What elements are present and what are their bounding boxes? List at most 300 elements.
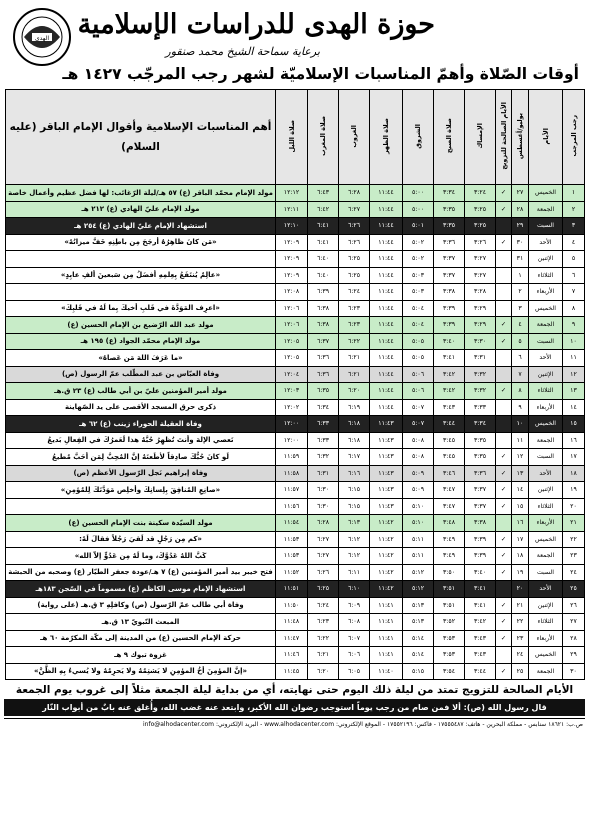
table-row xyxy=(6,383,585,400)
table-header-row xyxy=(6,90,585,185)
day-name: الأربعاء xyxy=(529,515,563,532)
layl-time: ١١:٥٢ xyxy=(276,564,308,581)
maghrib-time: ٦:٣٦ xyxy=(308,366,339,383)
shuruq-time: ٥:١٠ xyxy=(403,498,434,515)
layl-time: ١٢:١١ xyxy=(276,201,308,218)
dhuhr-time: ١١:٤٣ xyxy=(370,482,403,499)
greg-date: ٢١ xyxy=(512,597,529,614)
dhuhr-time: ١١:٤٤ xyxy=(370,333,403,350)
day-name: الجمعة xyxy=(529,663,563,680)
occasion-text: كَبَّ اللهُ عَدُوَّكَ، وما لَهُ مِن عَدُوٍّ إلاّ الله» xyxy=(6,548,276,565)
dhuhr-time: ١١:٤٣ xyxy=(370,416,403,433)
layl-time: ١٢:٠٠ xyxy=(276,416,308,433)
day-name: الجمعة xyxy=(529,201,563,218)
marriage-mark: ✓ xyxy=(496,201,512,218)
layl-time: ١٢:٠٦ xyxy=(276,317,308,334)
shuruq-time: ٥:٠٨ xyxy=(403,449,434,466)
marriage-note: الأيام الصالحة للتزويج تمتد من ليلة ذلك اليوم حتى نهايته، أي من بداية ليلة الجمعة مثلاً إلى غروب يوم الجمعة xyxy=(15,684,574,696)
rajab-date: ١٣ xyxy=(563,383,585,400)
maghrib-time: ٦:٢١ xyxy=(308,647,339,664)
imsak-time: ٣:٢٤ xyxy=(465,185,496,202)
imsak-time: ٣:٤٣ xyxy=(465,647,496,664)
occasion-text: وفاة إبراهيم نَجل الرّسول الأعظم (ص) xyxy=(6,465,276,482)
shuruq-time: ٥:٠٦ xyxy=(403,383,434,400)
table-row xyxy=(6,647,585,664)
fajr-time: ٣:٣٩ xyxy=(434,317,465,334)
dhuhr-time: ١١:٤٢ xyxy=(370,548,403,565)
rajab-date: ٢٣ xyxy=(563,548,585,565)
table-row xyxy=(6,663,585,680)
occasion-text: تَعصي الإلهَ وأنتَ تُظهِرُ حُبَّهُ هذا لَعَمرُكَ في الفِعالِ بَديعُ xyxy=(6,432,276,449)
rajab-date: ٢٥ xyxy=(563,581,585,598)
rajab-date: ٢٦ xyxy=(563,597,585,614)
occasion-text: استشهاد الإمام عليّ الهادي (ع) ٢٥٤ هـ xyxy=(6,218,276,235)
fajr-time: ٣:٥٢ xyxy=(434,614,465,631)
occasion-text: «كم مِن رَجُلٍ قد لَقيَ رَجُلاً فقالَ لَهُ: xyxy=(6,531,276,548)
day-name: الجمعة xyxy=(529,432,563,449)
shuruq-time: ٥:٠٠ xyxy=(403,201,434,218)
rajab-date: ٩ xyxy=(563,317,585,334)
ghurub-time: ٦:١٠ xyxy=(339,581,370,598)
dhuhr-time: ١١:٤١ xyxy=(370,597,403,614)
table-row xyxy=(6,251,585,268)
fajr-time: ٣:٤٧ xyxy=(434,498,465,515)
imsak-time: ٣:٣٧ xyxy=(465,498,496,515)
marriage-mark: ✓ xyxy=(496,597,512,614)
rajab-date: ٢ xyxy=(563,201,585,218)
table-row xyxy=(6,449,585,466)
fajr-time: ٣:٤٧ xyxy=(434,482,465,499)
fajr-time: ٣:٣٩ xyxy=(434,300,465,317)
imsak-time: ٣:٣٠ xyxy=(465,333,496,350)
day-name: الأحد xyxy=(529,581,563,598)
dhuhr-time: ١١:٤٤ xyxy=(370,284,403,301)
fajr-time: ٣:٤٩ xyxy=(434,548,465,565)
marriage-mark: ✓ xyxy=(496,531,512,548)
maghrib-time: ٦:٣٦ xyxy=(308,350,339,367)
day-name: الأحد xyxy=(529,465,563,482)
ghurub-time: ٦:٠٧ xyxy=(339,630,370,647)
col-julaug: يوليو/أغسطس xyxy=(512,90,529,185)
day-name: الثلاثاء xyxy=(529,383,563,400)
table-row xyxy=(6,185,585,202)
dhuhr-time: ١١:٤٢ xyxy=(370,564,403,581)
maghrib-time: ٦:٣٤ xyxy=(308,399,339,416)
imsak-time: ٣:٣٣ xyxy=(465,399,496,416)
greg-date: ٢٨ xyxy=(512,201,529,218)
table-row xyxy=(6,234,585,251)
maghrib-time: ٦:٤١ xyxy=(308,218,339,235)
maghrib-time: ٦:٤١ xyxy=(308,234,339,251)
greg-date: ٣ xyxy=(512,300,529,317)
dhuhr-time: ١١:٤١ xyxy=(370,647,403,664)
dhuhr-time: ١١:٤١ xyxy=(370,614,403,631)
ghurub-time: ٦:٢٧ xyxy=(339,201,370,218)
table-row xyxy=(6,201,585,218)
ghurub-time: ٦:٠٥ xyxy=(339,663,370,680)
marriage-mark xyxy=(496,432,512,449)
shuruq-time: ٥:١٢ xyxy=(403,581,434,598)
fajr-time: ٣:٥٣ xyxy=(434,647,465,664)
marriage-mark: ✓ xyxy=(496,614,512,631)
maghrib-time: ٦:٣٢ xyxy=(308,449,339,466)
table-row xyxy=(6,432,585,449)
day-name: الأحد xyxy=(529,350,563,367)
footer-contact: ص.ب: ١٨٦٢١ سنابس - مملكة البحرين - هاتف: ١٧٥٥٥٤٨٧ - فاكس: ١٧٥٥٢١٩٦ - الموقع الإلكتروني: www.alhodacenter.com - البريد الإلكتروني: info@alhodacenter.com xyxy=(143,721,583,728)
day-name: الإثنين xyxy=(529,366,563,383)
occasion-text: حركة الإمام الحسين (ع) من المدينة إلى مكّة المكرّمة ٦٠ هـ xyxy=(6,630,276,647)
marriage-mark: ✓ xyxy=(496,465,512,482)
occasion-text: فتح خيبر بيد أمير المؤمنين (ع) ٧ هـ/عودة جعفر الطيّار (ع) وصحبه من الحبشة xyxy=(6,564,276,581)
hadith-banner: قال رسول الله (ص): ألا فمن صام من رجب يوماً استوجب رضوان الله الأكبر، وابتعد عنه غضب الله، وأُغلق عنه بابٌ من أبواب النّار xyxy=(4,699,585,716)
fajr-time: ٣:٤٥ xyxy=(434,432,465,449)
shuruq-time: ٥:٠٧ xyxy=(403,399,434,416)
greg-date: ٦ xyxy=(512,350,529,367)
fajr-time: ٣:٥١ xyxy=(434,581,465,598)
maghrib-time: ٦:٣١ xyxy=(308,465,339,482)
marriage-mark: ✓ xyxy=(496,630,512,647)
shuruq-time: ٥:٠٩ xyxy=(403,465,434,482)
fajr-time: ٣:٣٥ xyxy=(434,218,465,235)
ghurub-time: ٦:١٨ xyxy=(339,432,370,449)
dhuhr-time: ١١:٤١ xyxy=(370,630,403,647)
greg-date: ٣١ xyxy=(512,251,529,268)
occasion-text: «اعرِف المَوَدَّةَ في قَلبِ أخيكَ بِما لَهُ في قَلبِكَ» xyxy=(6,300,276,317)
layl-time: ١٢:٠٢ xyxy=(276,399,308,416)
imsak-time: ٣:٤١ xyxy=(465,597,496,614)
dhuhr-time: ١١:٤٣ xyxy=(370,432,403,449)
imsak-time: ٣:٣٢ xyxy=(465,366,496,383)
fajr-time: ٣:٣٨ xyxy=(434,284,465,301)
greg-date: ١ xyxy=(512,267,529,284)
layl-time: ١١:٥٦ xyxy=(276,498,308,515)
imsak-time: ٣:٣٧ xyxy=(465,482,496,499)
fajr-time: ٣:٤٢ xyxy=(434,366,465,383)
rajab-date: ٢٩ xyxy=(563,647,585,664)
rajab-date: ١٢ xyxy=(563,366,585,383)
dhuhr-time: ١١:٤٤ xyxy=(370,201,403,218)
greg-date: ١٧ xyxy=(512,531,529,548)
marriage-mark: ✓ xyxy=(496,333,512,350)
marriage-mark xyxy=(496,300,512,317)
ghurub-time: ٦:٢٥ xyxy=(339,251,370,268)
layl-time: ١٢:١٠ xyxy=(276,218,308,235)
ghurub-time: ٦:١٨ xyxy=(339,416,370,433)
marriage-mark: ✓ xyxy=(496,498,512,515)
day-name: السبت xyxy=(529,218,563,235)
maghrib-time: ٦:٣٨ xyxy=(308,300,339,317)
marriage-mark xyxy=(496,647,512,664)
dhuhr-time: ١١:٤٠ xyxy=(370,663,403,680)
layl-time: ١١:٥١ xyxy=(276,581,308,598)
greg-date: ١٢ xyxy=(512,449,529,466)
layl-time: ١١:٥٧ xyxy=(276,482,308,499)
occasion-text: «ما عَرَفَ اللهَ مَن عَصاهُ» xyxy=(6,350,276,367)
fajr-time: ٣:٣٥ xyxy=(434,201,465,218)
ghurub-time: ٦:١٦ xyxy=(339,465,370,482)
rajab-date: ١ xyxy=(563,185,585,202)
ghurub-time: ٦:٢٣ xyxy=(339,317,370,334)
shuruq-time: ٥:١٥ xyxy=(403,663,434,680)
table-row xyxy=(6,548,585,565)
layl-time: ١١:٤٦ xyxy=(276,647,308,664)
imsak-time: ٣:٤٣ xyxy=(465,630,496,647)
maghrib-time: ٦:٢٤ xyxy=(308,597,339,614)
table-row xyxy=(6,531,585,548)
greg-date: ٢٠ xyxy=(512,581,529,598)
imsak-time: ٣:٢٨ xyxy=(465,284,496,301)
marriage-mark xyxy=(496,267,512,284)
fajr-time: ٣:٤٦ xyxy=(434,465,465,482)
day-name: الأربعاء xyxy=(529,630,563,647)
dhuhr-time: ١١:٤٤ xyxy=(370,185,403,202)
rajab-date: ٦ xyxy=(563,267,585,284)
marriage-mark xyxy=(496,581,512,598)
fajr-time: ٣:٥١ xyxy=(434,597,465,614)
occasion-text xyxy=(6,251,276,268)
table-row xyxy=(6,300,585,317)
fajr-time: ٣:٤٠ xyxy=(434,333,465,350)
fajr-time: ٣:٤٨ xyxy=(434,515,465,532)
ghurub-time: ٦:٢١ xyxy=(339,350,370,367)
col-layl: صلاة الليل xyxy=(276,90,308,185)
shuruq-time: ٥:١٠ xyxy=(403,515,434,532)
maghrib-time: ٦:٤٠ xyxy=(308,251,339,268)
maghrib-time: ٦:٢٨ xyxy=(308,515,339,532)
dhuhr-time: ١١:٤٤ xyxy=(370,350,403,367)
day-name: السبت xyxy=(529,333,563,350)
maghrib-time: ٦:٢٧ xyxy=(308,548,339,565)
ghurub-time: ٦:٢٨ xyxy=(339,185,370,202)
shuruq-time: ٥:٠٠ xyxy=(403,185,434,202)
occasion-text: مولد السيّدة سكينة بنت الإمام الحسين (ع) xyxy=(6,515,276,532)
maghrib-time: ٦:٣٣ xyxy=(308,432,339,449)
layl-time: ١٢:٠٩ xyxy=(276,234,308,251)
maghrib-time: ٦:٣٣ xyxy=(308,416,339,433)
col-shuruq: الشروق xyxy=(403,90,434,185)
maghrib-time: ٦:٣٨ xyxy=(308,317,339,334)
maghrib-time: ٦:٢٠ xyxy=(308,663,339,680)
occasion-text: «إنَّ المؤمِنَ أخُ المؤمِنِ لا يَشتِمُهُ ولا يَحرِمُهُ ولا يُسيءُ بِهِ الظَّنَّ» xyxy=(6,663,276,680)
shuruq-time: ٥:٠٥ xyxy=(403,333,434,350)
fajr-time: ٣:٥٠ xyxy=(434,564,465,581)
day-name: الخميس xyxy=(529,531,563,548)
marriage-mark xyxy=(496,399,512,416)
marriage-mark xyxy=(496,416,512,433)
ghurub-time: ٦:٢٣ xyxy=(339,300,370,317)
col-marriage: الأيام الصالحة للتزويج xyxy=(496,90,512,185)
page-title: حوزة الهدى للدراسات الإسلامية xyxy=(77,9,435,40)
imsak-time: ٣:٣٩ xyxy=(465,548,496,565)
fajr-time: ٣:٤٤ xyxy=(434,416,465,433)
shuruq-time: ٥:١٢ xyxy=(403,564,434,581)
greg-date: ٢٧ xyxy=(512,185,529,202)
page-subtitle: برعاية سماحة الشيخ محمد صنقور xyxy=(165,45,320,58)
fajr-time: ٣:٣٦ xyxy=(434,234,465,251)
shuruq-time: ٥:٠٦ xyxy=(403,366,434,383)
dhuhr-time: ١١:٤٤ xyxy=(370,399,403,416)
imsak-time: ٣:٣٥ xyxy=(465,449,496,466)
day-name: الإثنين xyxy=(529,482,563,499)
dhuhr-time: ١١:٤٤ xyxy=(370,366,403,383)
layl-time: ١٢:١٢ xyxy=(276,185,308,202)
table-row xyxy=(6,267,585,284)
rajab-date: ١٩ xyxy=(563,482,585,499)
table-row xyxy=(6,350,585,367)
rajab-date: ١٥ xyxy=(563,416,585,433)
rajab-date: ٢٧ xyxy=(563,614,585,631)
fajr-time: ٣:٤٢ xyxy=(434,383,465,400)
day-name: الأحد xyxy=(529,234,563,251)
table-row xyxy=(6,399,585,416)
greg-date: ١٨ xyxy=(512,548,529,565)
ghurub-time: ٦:١٧ xyxy=(339,449,370,466)
imsak-time: ٣:٣٦ xyxy=(465,465,496,482)
fajr-time: ٣:٤١ xyxy=(434,350,465,367)
greg-date: ١١ xyxy=(512,432,529,449)
greg-date: ٢٢ xyxy=(512,614,529,631)
day-name: السبت xyxy=(529,449,563,466)
shuruq-time: ٥:٠٨ xyxy=(403,432,434,449)
table-body xyxy=(6,185,585,680)
marriage-mark: ✓ xyxy=(496,383,512,400)
day-name: الثلاثاء xyxy=(529,498,563,515)
table-row xyxy=(6,597,585,614)
greg-date: ٩ xyxy=(512,399,529,416)
ghurub-time: ٦:٢٢ xyxy=(339,333,370,350)
shuruq-time: ٥:٠٤ xyxy=(403,317,434,334)
imsak-time: ٣:٢٥ xyxy=(465,201,496,218)
table-row xyxy=(6,581,585,598)
table-row xyxy=(6,366,585,383)
imsak-time: ٣:٣٢ xyxy=(465,383,496,400)
greg-date: ٧ xyxy=(512,366,529,383)
maghrib-time: ٦:٣٥ xyxy=(308,383,339,400)
shuruq-time: ٥:١١ xyxy=(403,531,434,548)
svg-text:الهدى: الهدى xyxy=(34,35,50,42)
table-row xyxy=(6,284,585,301)
marriage-mark: ✓ xyxy=(496,548,512,565)
rajab-date: ٣٠ xyxy=(563,663,585,680)
ghurub-time: ٦:١٥ xyxy=(339,498,370,515)
marriage-mark xyxy=(496,218,512,235)
ghurub-time: ٦:٠٨ xyxy=(339,614,370,631)
rajab-date: ٢١ xyxy=(563,515,585,532)
fajr-time: ٣:٣٤ xyxy=(434,185,465,202)
rajab-date: ١٤ xyxy=(563,399,585,416)
shuruq-time: ٥:١٤ xyxy=(403,630,434,647)
imsak-time: ٣:٢٧ xyxy=(465,251,496,268)
day-name: السبت xyxy=(529,564,563,581)
greg-date: ٥ xyxy=(512,333,529,350)
layl-time: ١١:٥٣ xyxy=(276,531,308,548)
marriage-mark xyxy=(496,515,512,532)
maghrib-time: ٦:٢٣ xyxy=(308,614,339,631)
imsak-time: ٣:٣١ xyxy=(465,350,496,367)
shuruq-time: ٥:١٣ xyxy=(403,597,434,614)
greg-date: ٨ xyxy=(512,383,529,400)
layl-time: ١١:٥٨ xyxy=(276,465,308,482)
imsak-time: ٣:٣٤ xyxy=(465,416,496,433)
greg-date: ١٣ xyxy=(512,465,529,482)
maghrib-time: ٦:٣٠ xyxy=(308,498,339,515)
imsak-time: ٣:٣٩ xyxy=(465,531,496,548)
layl-time: ١١:٥٠ xyxy=(276,597,308,614)
table-row xyxy=(6,317,585,334)
rajab-date: ٢٨ xyxy=(563,630,585,647)
prayer-times-table xyxy=(5,89,585,680)
dhuhr-time: ١١:٤٣ xyxy=(370,449,403,466)
occasion-text: «صانِعِ المُنافِقَ بِلِسانِكَ وأخلِص مَوَدَّتَكَ لِلمُؤمِنِ» xyxy=(6,482,276,499)
shuruq-time: ٥:٠٢ xyxy=(403,251,434,268)
shuruq-time: ٥:٠٤ xyxy=(403,300,434,317)
ghurub-time: ٦:٢٦ xyxy=(339,218,370,235)
occasion-text: ذكرى حرق المسجد الأقصى على يد الصّهاينة xyxy=(6,399,276,416)
maghrib-time: ٦:٣٩ xyxy=(308,284,339,301)
marriage-mark: ✓ xyxy=(496,234,512,251)
imsak-time: ٣:٤٠ xyxy=(465,564,496,581)
rajab-date: ١١ xyxy=(563,350,585,367)
dhuhr-time: ١١:٤٣ xyxy=(370,465,403,482)
shuruq-time: ٥:٠٩ xyxy=(403,482,434,499)
ghurub-time: ٦:١١ xyxy=(339,564,370,581)
occasion-text: غزوة تبوك ٩ هـ xyxy=(6,647,276,664)
dhuhr-time: ١١:٤٤ xyxy=(370,383,403,400)
imsak-time: ٣:٣٥ xyxy=(465,432,496,449)
imsak-time: ٣:٣٨ xyxy=(465,515,496,532)
table-row xyxy=(6,564,585,581)
marriage-mark: ✓ xyxy=(496,663,512,680)
col-dhuhr: صلاة الظهر xyxy=(370,90,403,185)
greg-date: ١٠ xyxy=(512,416,529,433)
col-maghrib: صلاة المغرب xyxy=(308,90,339,185)
table-row xyxy=(6,614,585,631)
ghurub-time: ٦:٢٠ xyxy=(339,383,370,400)
col-rajab: رجب المرجب xyxy=(563,90,585,185)
occasion-text: «مَن كانَ ظاهِرُهُ أرجَحَ مِن باطِنِهِ خَفَّ ميزانُهُ» xyxy=(6,234,276,251)
dhuhr-time: ١١:٤٣ xyxy=(370,498,403,515)
ghurub-time: ٦:٢١ xyxy=(339,366,370,383)
dhuhr-time: ١١:٤٤ xyxy=(370,267,403,284)
marriage-mark: ✓ xyxy=(496,317,512,334)
marriage-mark xyxy=(496,366,512,383)
fajr-time: ٣:٤٣ xyxy=(434,399,465,416)
day-name: الأربعاء xyxy=(529,399,563,416)
imsak-time: ٣:٢٥ xyxy=(465,218,496,235)
marriage-mark: ✓ xyxy=(496,185,512,202)
layl-time: ١٢:٠٩ xyxy=(276,267,308,284)
rajab-date: ١٨ xyxy=(563,465,585,482)
greg-date: ١٩ xyxy=(512,564,529,581)
dhuhr-time: ١١:٤٤ xyxy=(370,300,403,317)
ghurub-time: ٦:١٣ xyxy=(339,515,370,532)
footer xyxy=(4,718,585,730)
greg-date: ١٤ xyxy=(512,482,529,499)
shuruq-time: ٥:١١ xyxy=(403,548,434,565)
ghurub-time: ٦:٢٦ xyxy=(339,234,370,251)
ghurub-time: ٦:١٢ xyxy=(339,531,370,548)
rajab-date: ١٧ xyxy=(563,449,585,466)
greg-date: ٢ xyxy=(512,284,529,301)
layl-time: ١٢:٠٨ xyxy=(276,284,308,301)
day-name: الخميس xyxy=(529,185,563,202)
maghrib-time: ٦:٤٠ xyxy=(308,267,339,284)
layl-time: ١٢:٠٩ xyxy=(276,251,308,268)
table-row xyxy=(6,333,585,350)
maghrib-time: ٦:٣٧ xyxy=(308,333,339,350)
imsak-time: ٣:٤٤ xyxy=(465,663,496,680)
occasion-text: «عالِمٌ يُنتَفَعُ بِعِلمِهِ أفضَلُ مِن سَبعينَ ألفِ عابِدٍ» xyxy=(6,267,276,284)
